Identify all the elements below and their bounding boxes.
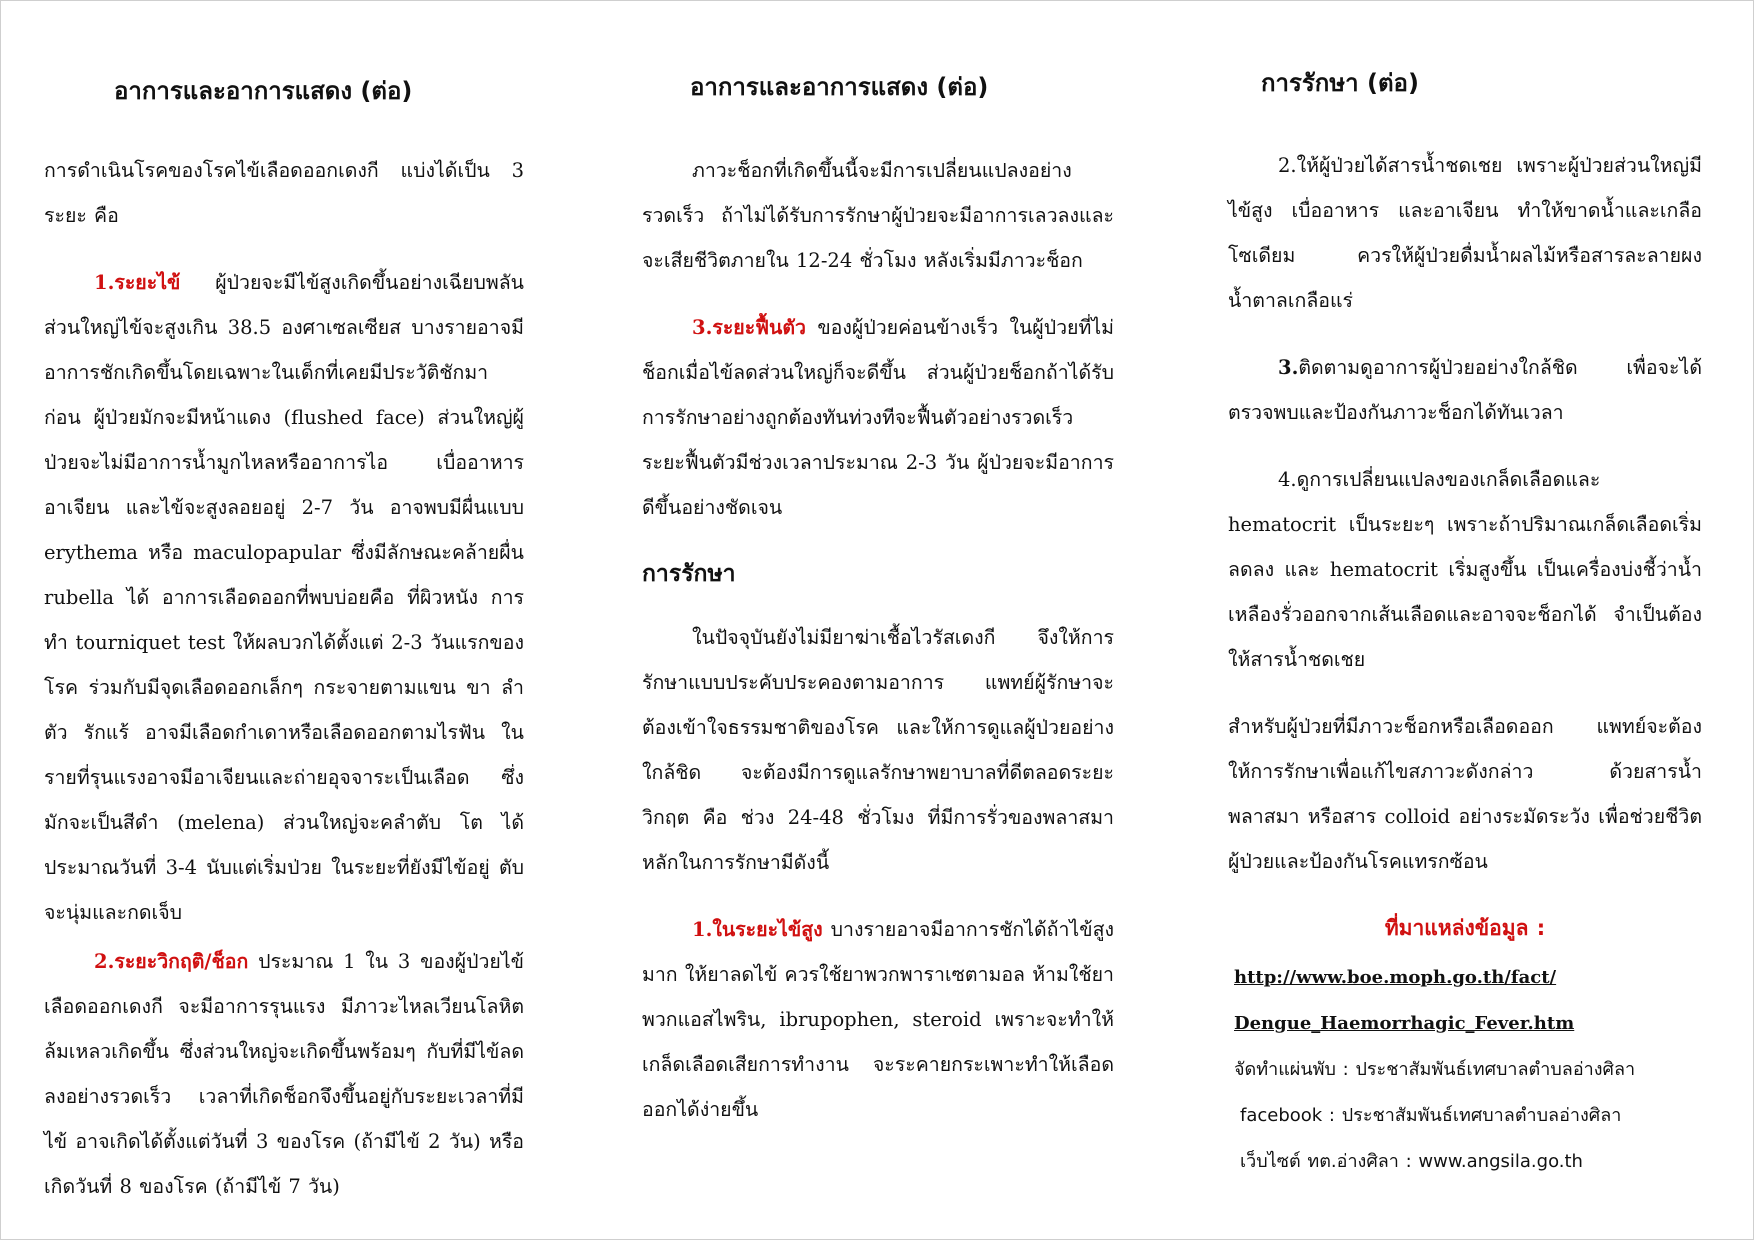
treatment-item-2: 2.ให้ผู้ป่วยได้สารน้ำชดเชย เพราะผู้ป่วยส่วนใหญ่มีไข้สูง เบื่ออาหาร และอาเจียน ทำให้ขาดน้ำและเกลือโซเดียม ควรให้ผู้ป่วยดื่มน้ำผลไม้หรือสารละลายผงน้ำตาลเกลือแร่ (1228, 154, 1702, 312)
shock-paragraph: ภาวะช็อกที่เกิดขึ้นนี้จะมีการเปลี่ยนแปลงอย่างรวดเร็ว ถ้าไม่ได้รับการรักษาผู้ป่วยจะมีอาการเลวลงและจะเสียชีวิตภายใน 12-24 ชั่วโมง หลังเริ่มมีภาวะช็อก (642, 159, 1114, 272)
treatment-item-1 (642, 907, 1114, 1132)
stage-recovery-label: 3.ระยะฟื้นตัว (692, 316, 806, 339)
column-symptoms-1 (44, 0, 524, 1240)
stage-shock-text: ประมาณ 1 ใน 3 ของผู้ป่วยไข้เลือดออกเดงกี จะมีอาการรุนแรง มีภาวะไหลเวียนโลหิตล้มเหลวเกิดขึ้น ซึ่งส่วนใหญ่จะเกิดขึ้นพร้อมๆ กับที่มีไข้ลดลงอย่างรวดเร็ว เวลาที่เกิดช็อกจึงขึ้นอยู่กับระยะเวลาที่มีไข้ อาจเกิดได้ตั้งแต่วันที่ 3 ของโรค (ถ้ามีไข้ 2 วัน) หรือเกิดวันที่ 8 ของโรค (ถ้ามีไข้ 7 วัน) (44, 950, 524, 1198)
treatment-item-3 (1228, 345, 1702, 435)
treatment-item-1-label: 1.ในระยะไข้สูง (692, 918, 823, 941)
source-link-line-1[interactable] (1228, 955, 1702, 1001)
stage-shock-paragraph (44, 939, 524, 1209)
column-body (44, 148, 524, 1231)
source-link-part-1[interactable]: http://www.boe.moph.go.th/fact/ (1234, 967, 1557, 988)
treatment-heading: การรักษา (642, 561, 736, 587)
source-title: ที่มาแหล่งข้อมูล : (1384, 916, 1546, 940)
column-body (1228, 143, 1702, 1185)
treatment-paragraph: ในปัจจุบันยังไม่มียาฆ่าเชื้อไวรัสเดงกี จึงให้การรักษาแบบประคับประคองตามอาการ แพทย์ผู้รักษาจะต้องเข้าใจธรรมชาติของโรค และให้การดูแลผู้ป่วยอย่างใกล้ชิด จะต้องมีการดูแลรักษาพยาบาลที่ดีตลอดระยะวิกฤต คือ ช่วง 24-48 ชั่วโมง ที่มีการรั่วของพลาสมา หลักในการรักษามีดังนี้ (642, 626, 1114, 874)
stage-fever-paragraph (44, 260, 524, 935)
stage-recovery-text: ของผู้ป่วยค่อนข้างเร็ว ในผู้ป่วยที่ไม่ช็อกเมื่อไข้ลดส่วนใหญ่ก็จะดีขึ้น ส่วนผู้ป่วยช็อกถ้าได้รับการรักษาอย่างถูกต้องทันท่วงทีจะฟื้นตัวอย่างรวดเร็ว ระยะฟื้นตัวมีช่วงเวลาประมาณ 2-3 วัน ผู้ป่วยจะมีอาการดีขึ้นอย่างชัดเจน (642, 316, 1114, 519)
treatment-item-3-label: 3. (1278, 356, 1299, 379)
credit-website: เว็บไซต์ ทต.อ่างศิลา : www.angsila.go.th (1240, 1151, 1583, 1172)
stage-shock-label: 2.ระยะวิกฤติ/ช็อก (94, 950, 249, 973)
stage-fever-label: 1.ระยะไข้ (94, 271, 181, 294)
source-link-part-2[interactable]: Dengue_Haemorrhagic_Fever.htm (1234, 1013, 1575, 1034)
shock-note-paragraph: สำหรับผู้ป่วยที่มีภาวะช็อกหรือเลือดออก แพทย์จะต้องให้การรักษาเพื่อแก้ไขสภาวะดังกล่าว ด้วยสารน้ำ พลาสมา หรือสาร colloid อย่างระมัดระวัง เพื่อช่วยชีวิตผู้ป่วยและป้องกันโรคแทรกซ้อน (1228, 715, 1702, 873)
treatment-item-4: 4.ดูการเปลี่ยนแปลงของเกล็ดเลือดและ hematocrit เป็นระยะๆ เพราะถ้าปริมาณเกล็ดเลือดเริ่มลดลง และ hematocrit เริ่มสูงขึ้น เป็นเครื่องบ่งชี้ว่าน้ำเหลืองรั่วออกจากเส้นเลือดและอาจจะช็อกได้ จำเป็นต้องให้สารน้ำชดเชย (1228, 468, 1702, 671)
column-treatment-cont (1228, 0, 1702, 1240)
treatment-item-1-text: บางรายอาจมีอาการชักได้ถ้าไข้สูงมาก ให้ยาลดไข้ ควรใช้ยาพวกพาราเซตามอล ห้ามใช้ยาพวกแอสไพริน, ibrupophen, steroid เพราะจะทำให้เกล็ดเลือดเสียการทำงาน จะระคายกระเพาะทำให้เลือดออกได้ง่ายขึ้น (642, 918, 1114, 1121)
column-body (642, 148, 1114, 1154)
credit-facebook: facebook : ประชาสัมพันธ์เทศบาลตำบลอ่างศิลา (1240, 1105, 1622, 1126)
column-title: การรักษา (ต่อ) (1261, 69, 1419, 97)
source-link-line-2[interactable] (1228, 1001, 1702, 1047)
stage-recovery-paragraph (642, 305, 1114, 530)
column-title: อาการและอาการแสดง (ต่อ) (114, 77, 413, 105)
treatment-item-3-text: ติดตามดูอาการผู้ป่วยอย่างใกล้ชิด เพื่อจะได้ตรวจพบและป้องกันภาวะช็อกได้ทันเวลา (1228, 356, 1702, 424)
column-symptoms-2 (642, 0, 1114, 1240)
column-title: อาการและอาการแสดง (ต่อ) (690, 73, 989, 101)
stage-fever-text: ผู้ป่วยจะมีไข้สูงเกิดขึ้นอย่างเฉียบพลัน ส่วนใหญ่ไข้จะสูงเกิน 38.5 องศาเซลเซียส บางรายอาจมีอาการชักเกิดขึ้นโดยเฉพาะในเด็กที่เคยมีประวัติชักมาก่อน ผู้ป่วยมักจะมีหน้าแดง (flushed face) ส่วนใหญ่ผู้ป่วยจะไม่มีอาการน้ำมูกไหลหรืออาการไอ เบื่ออาหาร อาเจียน และไข้จะสูงลอยอยู่ 2-7 วัน อาจพบมีผื่นแบบ erythema หรือ maculopapular ซึ่งมีลักษณะคล้ายผื่น rubella ได้ อาการเลือดออกที่พบบ่อยคือ ที่ผิวหนัง การทำ tourniquet test ให้ผลบวกได้ตั้งแต่ 2-3 วันแรกของโรค ร่วมกับมีจุดเลือดออกเล็กๆ กระจายตามแขน ขา ลำตัว รักแร้ อาจมีเลือดกำเดาหรือเลือดออกตามไรฟัน ในรายที่รุนแรงอาจมีอาเจียนและถ่ายอุจจาระเป็นเลือด ซึ่งมักจะเป็นสีดำ (melena) ส่วนใหญ่จะคลำตับ โต ได้ประมาณวันที่ 3-4 นับแต่เริ่มป่วย ในระยะที่ยังมีไข้อยู่ ตับจะนุ่มและกดเจ็บ (44, 271, 524, 924)
credit-pamphlet: จัดทำแผ่นพับ : ประชาสัมพันธ์เทศบาลตำบลอ่างศิลา (1234, 1059, 1636, 1080)
intro-paragraph: การดำเนินโรคของโรคไข้เลือดออกเดงกี แบ่งได้เป็น 3 ระยะ คือ (44, 159, 524, 227)
